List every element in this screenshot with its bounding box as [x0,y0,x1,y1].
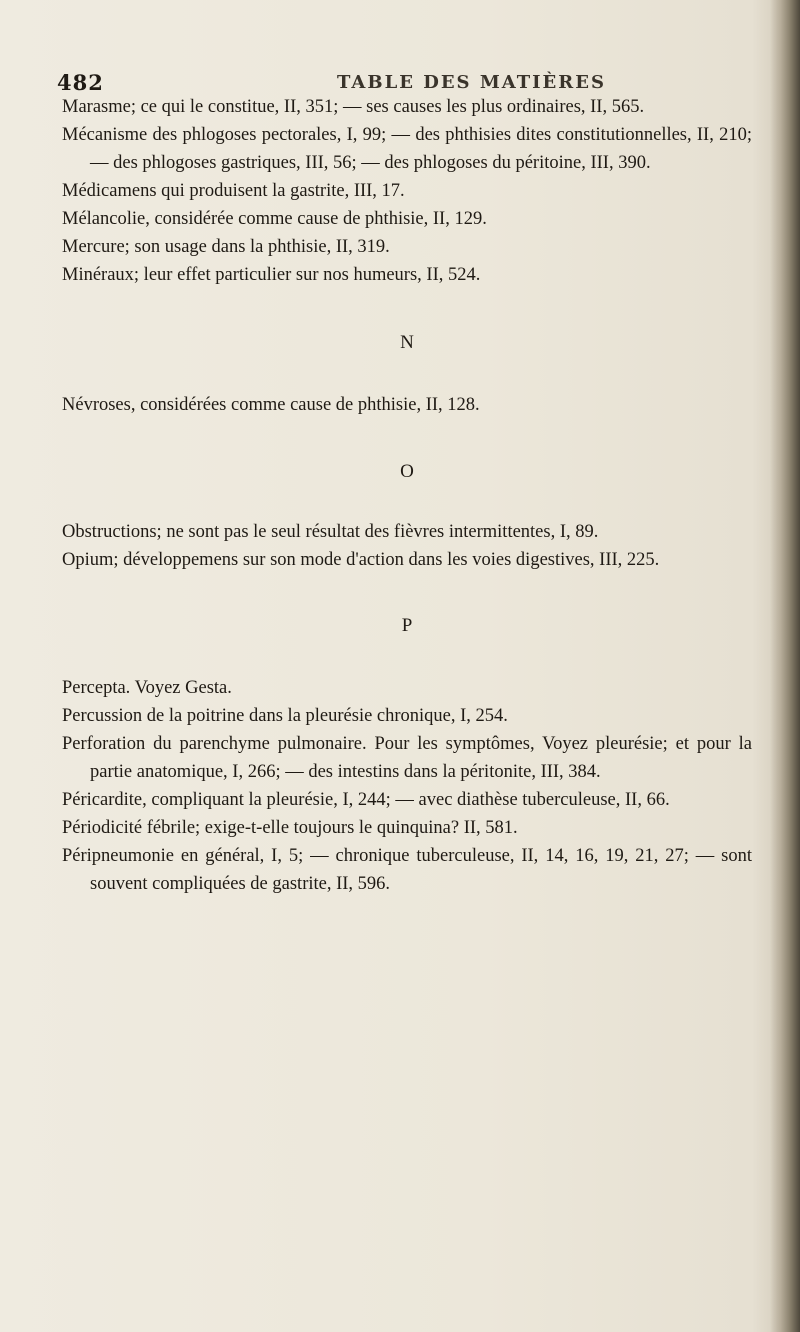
index-entry: Névroses, considérées comme cause de phthisie, II, 128. [62,395,480,415]
index-entry: Péripneumonie en général, I, 5; — chronique tuberculeuse, II, 14, 16, 19, 21, 27; — sont souvent compliquées de gastrite, II, 596. [62,846,752,894]
index-entry: Mercure; son usage dans la phthisie, II, 319. [62,237,390,257]
page-binding-edge [770,0,800,1332]
index-content [62,93,752,898]
index-entry: Mélancolie, considérée comme cause de phthisie, II, 129. [62,209,487,229]
section-letter-o: O [400,461,414,482]
page-number: 482 [57,70,104,95]
index-entry: Percepta. Voyez Gesta. [62,678,232,698]
section-letter-n: N [400,332,414,353]
index-entry: Mécanisme des phlogoses pectorales, I, 99; — des phthisies dites constitutionnelles, II, 210; — des phlogoses gastriques, III, 56; — des phlogoses du péritoine, III, 390. [62,125,752,173]
section-letter-p: P [401,615,413,636]
running-head: TABLE DES MATIÈRES [337,72,606,93]
index-entry: Percussion de la poitrine dans la pleurésie chronique, I, 254. [62,706,508,726]
index-entry: Marasme; ce qui le constitue, II, 351; — ses causes les plus ordinaires, II, 565. [62,97,645,117]
index-entry: Opium; développemens sur son mode d'action dans les voies digestives, III, 225. [62,550,660,570]
index-entry: Péricardite, compliquant la pleurésie, I, 244; — avec diathèse tuberculeuse, II, 66. [62,790,670,810]
index-entry: Périodicité fébrile; exige-t-elle toujours le quinquina? II, 581. [62,818,518,838]
index-entry: Perforation du parenchyme pulmonaire. Pour les symptômes, Voyez pleurésie; et pour la partie anatomique, I, 266; — des intestins dans la péritonite, III, 384. [62,734,752,782]
index-entry: Minéraux; leur effet particulier sur nos humeurs, II, 524. [62,265,481,285]
index-entry: Médicamens qui produisent la gastrite, III, 17. [62,181,405,201]
index-entry: Obstructions; ne sont pas le seul résultat des fièvres intermittentes, I, 89. [62,522,599,542]
